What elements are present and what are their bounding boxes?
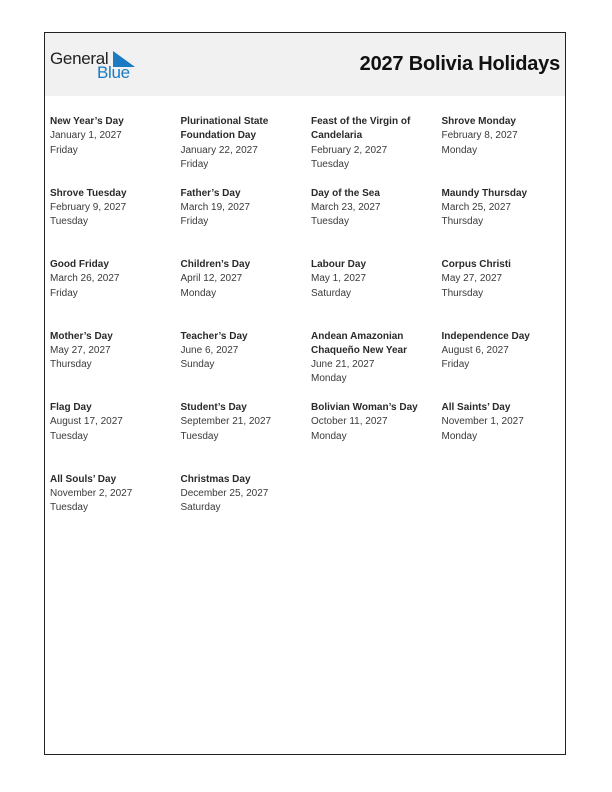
- holiday-name: Shrove Tuesday: [50, 187, 127, 199]
- holiday-date: June 6, 2027: [180, 344, 239, 356]
- holiday-name: Day of the Sea: [311, 187, 380, 199]
- holiday-date: January 22, 2027: [180, 144, 258, 156]
- holiday-entry: [311, 115, 442, 187]
- holiday-weekday: Friday: [50, 287, 78, 299]
- holiday-date: August 6, 2027: [441, 344, 509, 356]
- holiday-entry: [181, 401, 312, 473]
- holiday-name: Mother’s Day: [50, 330, 113, 342]
- holiday-entry: [442, 330, 567, 402]
- logo-blue-text: Blue: [97, 63, 130, 82]
- holiday-name: Plurinational State Foundation Day: [180, 116, 269, 142]
- holiday-name: Flag Day: [50, 402, 92, 413]
- holiday-weekday: Friday: [180, 158, 209, 170]
- holiday-weekday: Tuesday: [180, 430, 219, 442]
- holiday-name: All Souls’ Day: [50, 473, 117, 485]
- holiday-entry: [311, 330, 442, 402]
- holiday-date: March 19, 2027: [180, 201, 250, 213]
- holiday-name: Bolivian Woman’s Day: [311, 402, 418, 413]
- holiday-grid: [50, 115, 566, 544]
- holiday-weekday: Tuesday: [311, 158, 349, 170]
- holiday-weekday: Monday: [311, 373, 347, 385]
- holiday-date: November 2, 2027: [50, 487, 133, 499]
- holiday-entry: [181, 115, 312, 187]
- holiday-entry: [181, 258, 312, 330]
- holiday-date: November 1, 2027: [441, 416, 524, 428]
- holiday-weekday: Tuesday: [50, 216, 88, 228]
- holiday-entry: [311, 401, 442, 473]
- logo: [50, 49, 140, 83]
- holiday-weekday: Monday: [441, 144, 478, 156]
- holiday-date: February 9, 2027: [50, 201, 127, 213]
- holiday-date: April 12, 2027: [180, 273, 243, 285]
- holiday-entry: [50, 115, 181, 187]
- holiday-date: February 8, 2027: [441, 130, 518, 142]
- holiday-name: Corpus Christi: [441, 259, 511, 270]
- holiday-date: February 2, 2027: [311, 144, 388, 156]
- holiday-entry: [442, 115, 567, 187]
- holiday-weekday: Monday: [441, 430, 478, 442]
- holiday-name: Children’s Day: [180, 259, 251, 270]
- holiday-entry: [50, 401, 181, 473]
- holiday-name: Christmas Day: [180, 473, 251, 485]
- holiday-weekday: Friday: [50, 144, 78, 156]
- header: [45, 33, 565, 96]
- holiday-weekday: Saturday: [180, 502, 221, 514]
- holiday-weekday: Friday: [441, 359, 470, 371]
- holiday-entry: [181, 330, 312, 402]
- holiday-entry: [50, 258, 181, 330]
- holiday-name: New Year’s Day: [50, 116, 124, 127]
- holiday-date: May 1, 2027: [311, 273, 367, 285]
- holiday-date: March 23, 2027: [311, 201, 381, 213]
- holiday-weekday: Thursday: [441, 216, 484, 228]
- holiday-weekday: Monday: [311, 430, 347, 442]
- holiday-name: Andean Amazonian Chaqueño New Year: [311, 330, 407, 356]
- holiday-entry: [311, 258, 442, 330]
- holiday-name: Independence Day: [441, 330, 530, 342]
- holiday-entry: [442, 258, 567, 330]
- holiday-weekday: Tuesday: [50, 430, 88, 442]
- holiday-name: All Saints’ Day: [441, 402, 511, 413]
- holiday-date: October 11, 2027: [311, 416, 388, 428]
- holiday-name: Shrove Monday: [441, 116, 516, 127]
- holiday-entry: [181, 473, 312, 545]
- holiday-weekday: Monday: [180, 287, 217, 299]
- holiday-name: Student’s Day: [180, 402, 247, 413]
- holiday-weekday: Thursday: [50, 359, 92, 371]
- holiday-name: Good Friday: [50, 259, 109, 270]
- holiday-date: January 1, 2027: [50, 130, 122, 142]
- holiday-name: Labour Day: [311, 259, 367, 270]
- holiday-entry: [442, 187, 567, 259]
- holiday-date: September 21, 2027: [180, 416, 272, 428]
- holiday-date: May 27, 2027: [50, 344, 111, 356]
- holiday-date: June 21, 2027: [311, 359, 375, 371]
- holiday-entry: [311, 187, 442, 259]
- holiday-weekday: Thursday: [441, 287, 484, 299]
- holiday-weekday: Tuesday: [311, 216, 349, 228]
- holiday-entry: [50, 187, 181, 259]
- holiday-name: Father’s Day: [180, 187, 241, 199]
- holiday-weekday: Sunday: [180, 359, 215, 371]
- holiday-entry: [50, 330, 181, 402]
- holiday-weekday: Tuesday: [50, 502, 88, 514]
- holiday-weekday: Saturday: [311, 287, 352, 299]
- holiday-name: Teacher’s Day: [180, 330, 248, 342]
- holiday-date: March 26, 2027: [50, 273, 120, 285]
- page-frame: [44, 32, 566, 755]
- holiday-weekday: Friday: [180, 216, 209, 228]
- holiday-date: May 27, 2027: [441, 273, 503, 285]
- holiday-date: December 25, 2027: [180, 487, 269, 499]
- holiday-entry: [181, 187, 312, 259]
- holiday-name: Maundy Thursday: [441, 187, 528, 199]
- logo-general-text: General: [50, 49, 109, 68]
- holiday-entry: [50, 473, 181, 545]
- holiday-date: August 17, 2027: [50, 416, 123, 428]
- holiday-date: March 25, 2027: [441, 201, 511, 213]
- holiday-name: Feast of the Virgin of Candelaria: [311, 116, 411, 142]
- page-title: 2027 Bolivia Holidays: [359, 53, 560, 75]
- holiday-entry: [442, 401, 567, 473]
